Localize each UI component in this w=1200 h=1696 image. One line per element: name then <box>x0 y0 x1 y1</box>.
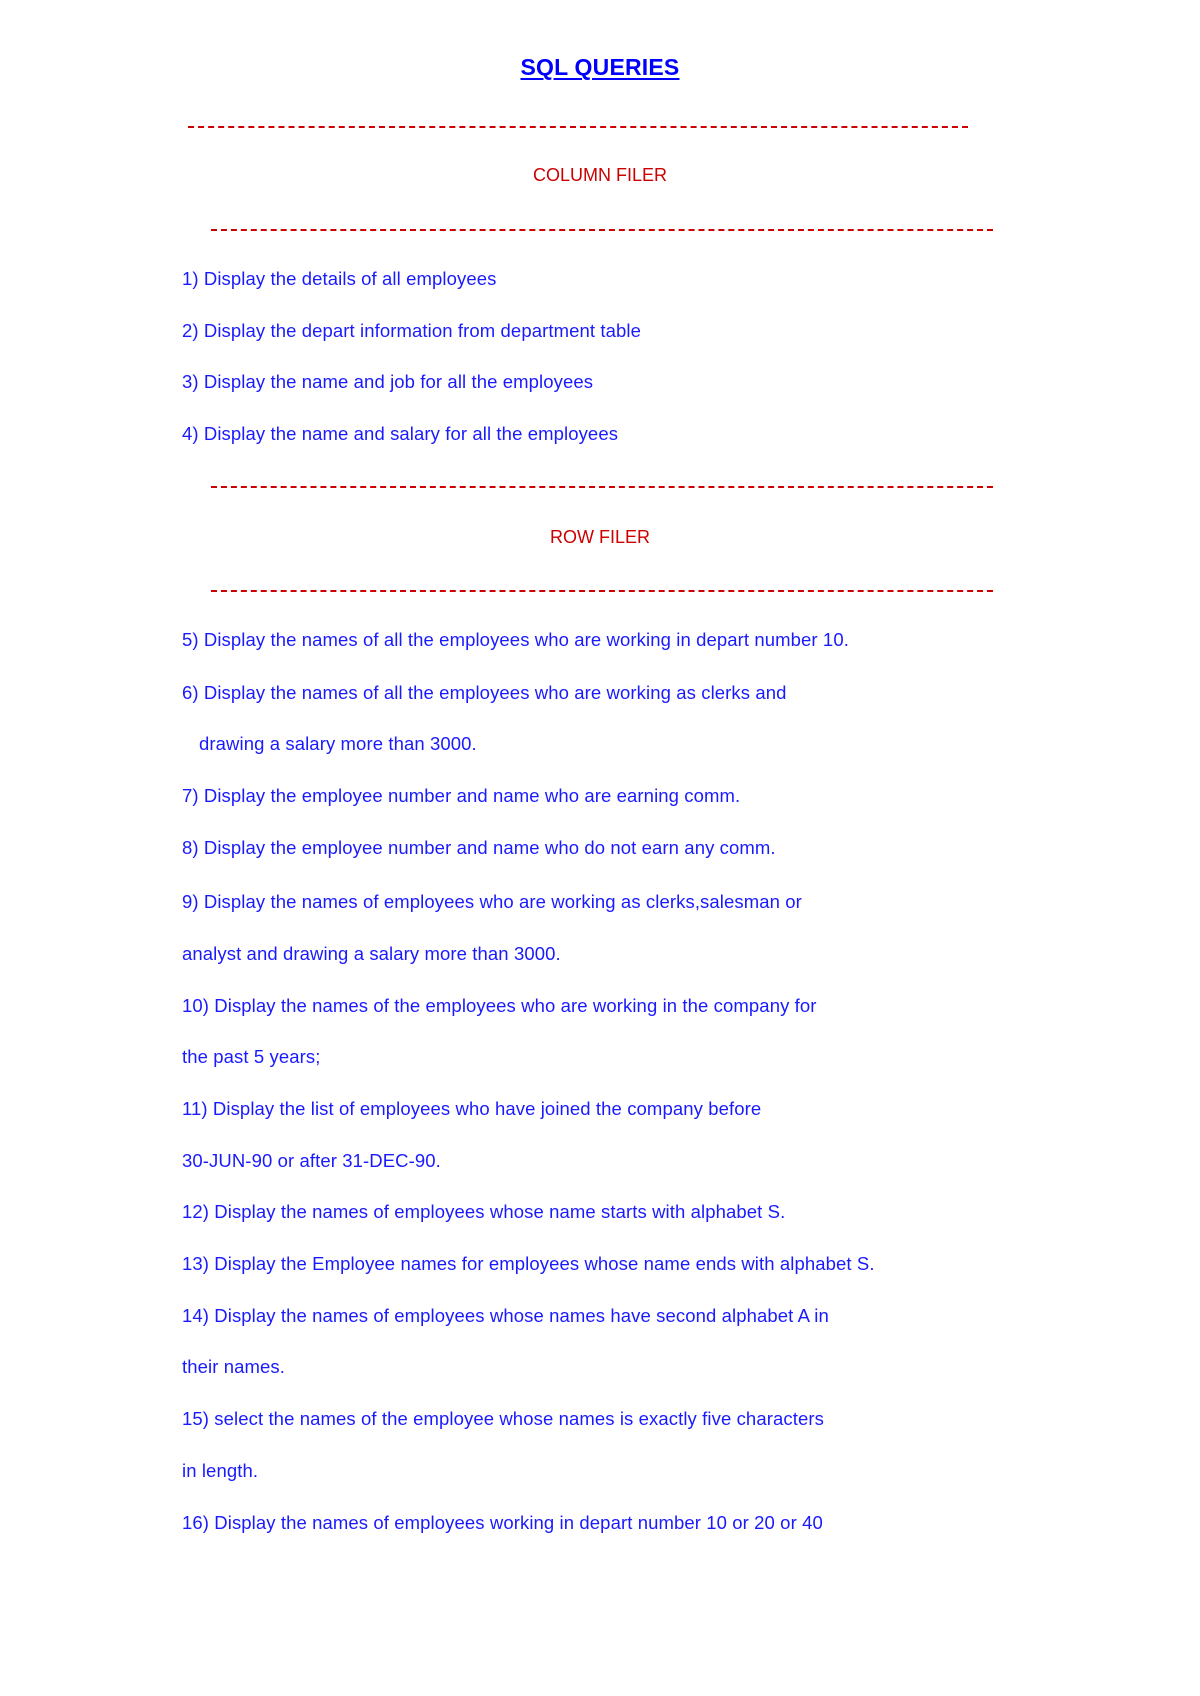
query-item: 8) Display the employee number and name who do not earn any comm. <box>182 837 776 858</box>
query-item: 7) Display the employee number and name who are earning comm. <box>182 785 741 806</box>
query-item: 1) Display the details of all employees <box>182 268 497 289</box>
section-heading-row-filer: ROW FILER <box>549 527 650 547</box>
query-item-continuation: the past 5 years; <box>182 1046 321 1067</box>
query-item-continuation: analyst and drawing a salary more than 3000. <box>182 943 561 964</box>
query-item: 6) Display the names of all the employees who are working as clerks and <box>182 682 787 703</box>
page-title: SQL QUERIES <box>520 54 680 80</box>
query-item: 2) Display the depart information from department table <box>182 320 641 341</box>
query-item: 11) Display the list of employees who have joined the company before <box>182 1098 762 1119</box>
query-item: 5) Display the names of all the employees who are working in depart number 10. <box>182 629 849 650</box>
query-item: 12) Display the names of employees whose name starts with alphabet S. <box>182 1201 786 1222</box>
query-item: 3) Display the name and job for all the employees <box>182 371 594 392</box>
query-item-continuation: 30-JUN-90 or after 31-DEC-90. <box>182 1150 441 1171</box>
query-item: 16) Display the names of employees working in depart number 10 or 20 or 40 <box>182 1512 823 1533</box>
query-item: 14) Display the names of employees whose names have second alphabet A in <box>182 1305 829 1326</box>
section-heading-column-filer: COLUMN FILER <box>532 165 667 185</box>
query-item-continuation: drawing a salary more than 3000. <box>199 733 477 754</box>
query-item: 13) Display the Employee names for employees whose name ends with alphabet S. <box>182 1253 875 1274</box>
query-item: 4) Display the name and salary for all the employees <box>182 423 619 444</box>
divider <box>211 229 993 231</box>
divider <box>188 126 968 128</box>
divider <box>211 590 993 592</box>
query-item: 15) select the names of the employee whose names is exactly five characters <box>182 1408 824 1429</box>
divider <box>211 486 993 488</box>
query-item: 10) Display the names of the employees who are working in the company for <box>182 995 817 1016</box>
query-item: 9) Display the names of employees who are working as clerks,salesman or <box>182 891 802 912</box>
query-item-continuation: their names. <box>182 1356 285 1377</box>
query-item-continuation: in length. <box>182 1460 259 1481</box>
